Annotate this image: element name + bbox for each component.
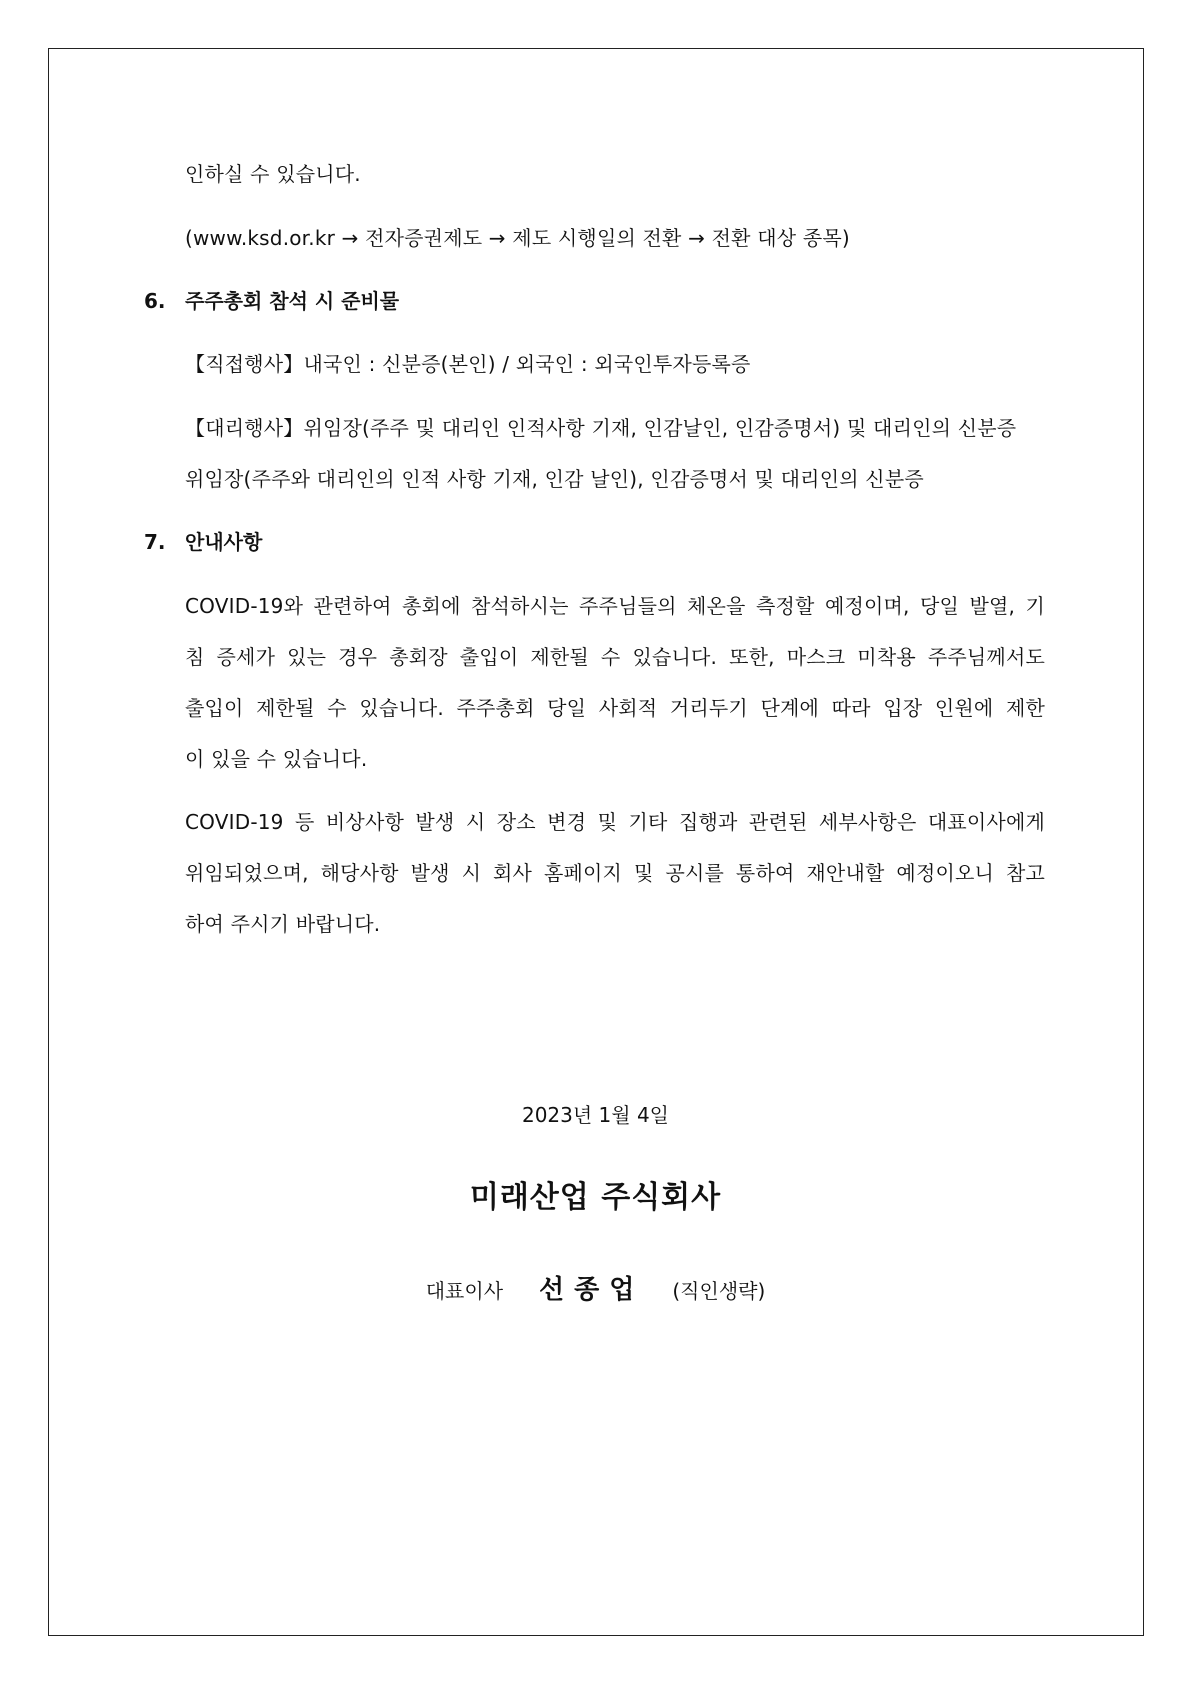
notice-para2-line-1: COVID-19 등 비상사항 발생 시 장소 변경 및 기타 집행과 관련된 세부사항은 대표이사에게 xyxy=(185,810,1045,834)
company-name: 미래산업 주식회사 xyxy=(469,1180,722,1215)
proxy-exercise-line-2: 위임장(주주와 대리인의 인적 사항 기재, 인감 날인), 인감증명서 및 대리인의 신분증 xyxy=(185,467,924,491)
notice-para1-line-1: COVID-19와 관련하여 총회에 참석하시는 주주님들의 체온을 측정할 예정이며, 당일 발열, 기 xyxy=(185,594,1045,618)
signature-line xyxy=(0,1273,1191,1308)
ceo-title: 대표이사 xyxy=(425,1279,504,1303)
intro-line-1: 인하실 수 있습니다. xyxy=(185,162,361,186)
seal-omitted-note: (직인생략) xyxy=(672,1279,766,1303)
proxy-exercise-line-1: 【대리행사】위임장(주주 및 대리인 인적사항 기재, 인감날인, 인감증명서) 및 대리인의 신분증 xyxy=(185,416,1017,440)
direct-exercise-line: 【직접행사】내국인 : 신분증(본인) / 외국인 : 외국인투자등록증 xyxy=(185,352,751,376)
section-6-title: 주주총회 참석 시 준비물 xyxy=(185,289,400,313)
notice-para1-line-4: 이 있을 수 있습니다. xyxy=(185,747,368,771)
section-7-title: 안내사항 xyxy=(185,530,263,554)
notice-para1-line-3: 출입이 제한될 수 있습니다. 주주총회 당일 사회적 거리두기 단계에 따라 입장 인원에 제한 xyxy=(185,696,1045,720)
intro-line-2: (www.ksd.or.kr → 전자증권제도 → 제도 시행일의 전환 → 전환 대상 종목) xyxy=(185,226,850,250)
section-7-heading xyxy=(144,528,262,556)
section-6-number: 6. xyxy=(144,289,166,313)
notice-para2-line-2: 위임되었으며, 해당사항 발생 시 회사 홈페이지 및 공시를 통하여 재안내할 예정이오니 참고 xyxy=(185,861,1045,885)
section-7-number: 7. xyxy=(144,530,166,554)
notice-para2-line-3: 하여 주시기 바랍니다. xyxy=(185,912,381,936)
notice-para1-line-2: 침 증세가 있는 경우 총회장 출입이 제한될 수 있습니다. 또한, 마스크 미착용 주주님께서도 xyxy=(185,645,1045,669)
section-6-heading xyxy=(144,287,399,315)
ceo-name: 선종업 xyxy=(539,1275,645,1305)
document-date: 2023년 1월 4일 xyxy=(521,1103,670,1127)
